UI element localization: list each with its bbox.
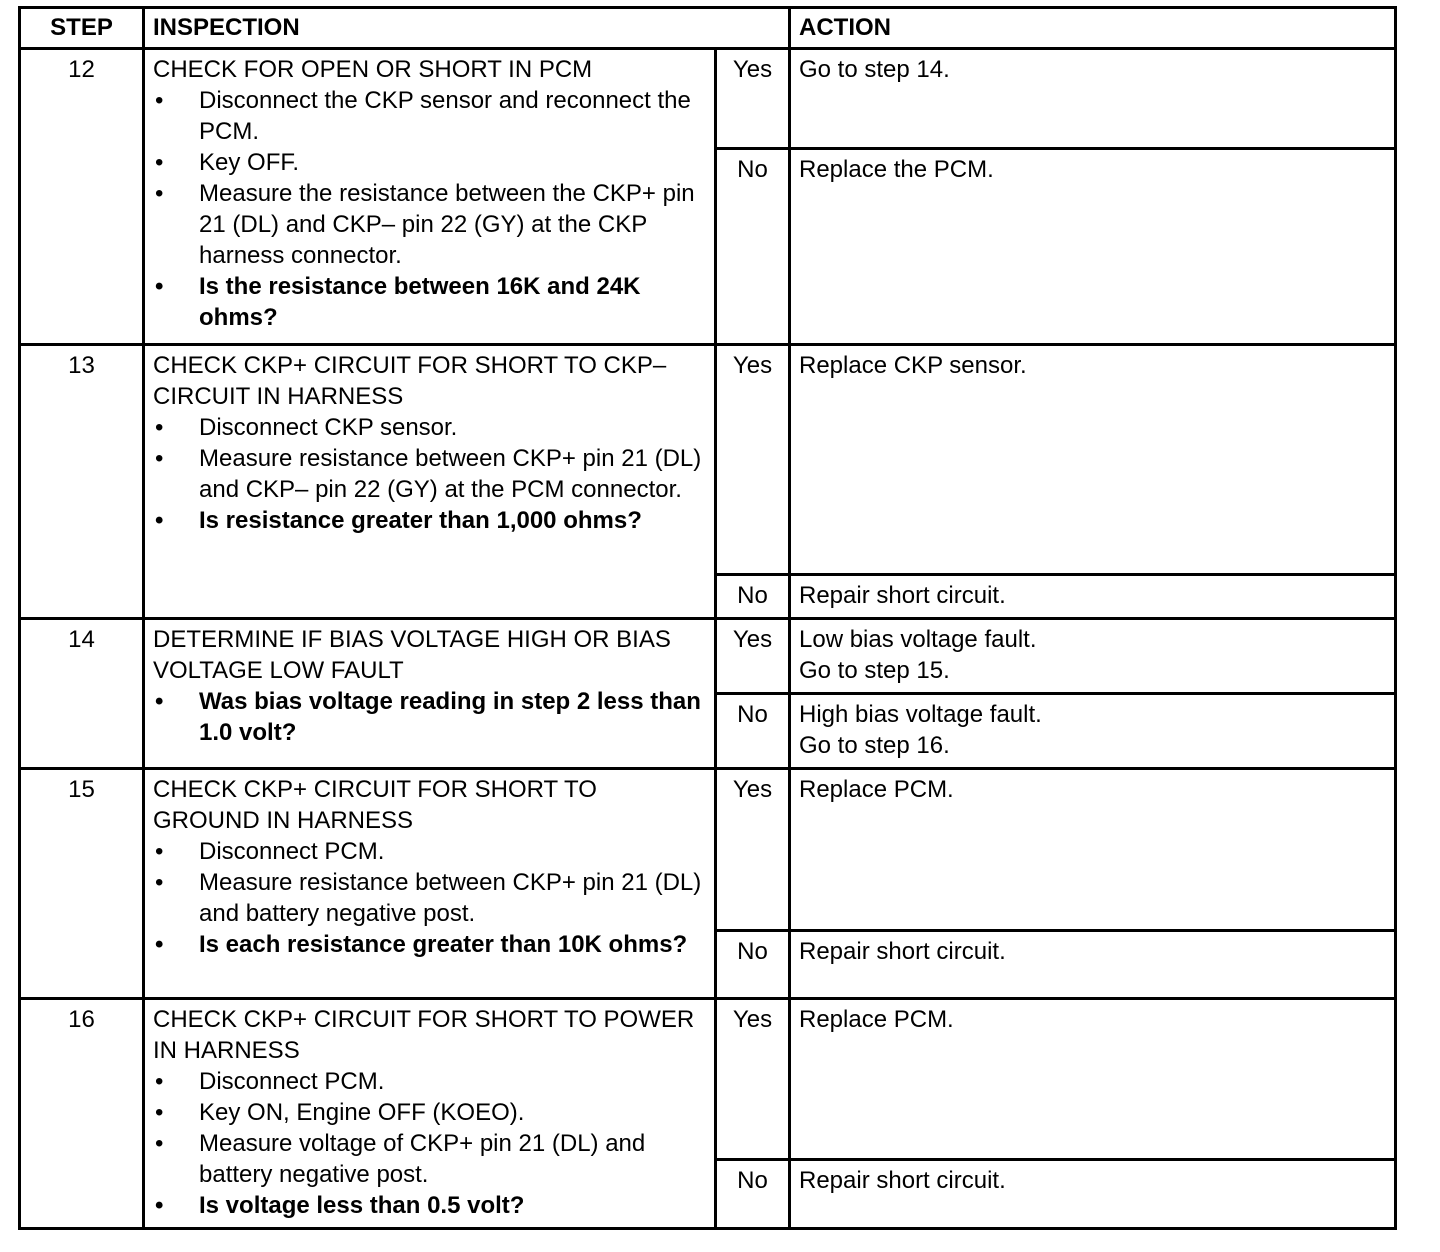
- action-text: Go to step 14.: [799, 56, 950, 83]
- action-text: Low bias voltage fault.: [799, 626, 1037, 653]
- action-text: Replace the PCM.: [799, 156, 994, 183]
- answer-no: No: [716, 1160, 790, 1229]
- inspection-steps: [153, 836, 706, 960]
- action-text: Replace CKP sensor.: [799, 352, 1027, 379]
- action-yes: [790, 345, 1396, 575]
- action-text: Go to step 16.: [799, 732, 950, 759]
- step-number: 15: [20, 769, 144, 999]
- inspection-question: • Is resistance greater than 1,000 ohms?: [153, 505, 706, 536]
- inspection-question: • Is each resistance greater than 10K ohms?: [153, 929, 706, 960]
- inspection-step: • Key ON, Engine OFF (KOEO).: [153, 1097, 706, 1128]
- diagnostic-table: [18, 6, 1397, 1230]
- action-no: [790, 694, 1396, 769]
- action-no: [790, 1160, 1396, 1229]
- header-inspection: INSPECTION: [144, 8, 790, 49]
- inspection-title: CHECK CKP+ CIRCUIT FOR SHORT TO POWER IN HARNESS: [153, 1006, 695, 1064]
- inspection-cell: [144, 769, 716, 999]
- inspection-step: • Measure resistance between CKP+ pin 21 (DL) and CKP– pin 22 (GY) at the PCM connector.: [153, 443, 706, 505]
- inspection-step: • Disconnect PCM.: [153, 836, 706, 867]
- answer-yes: Yes: [716, 345, 790, 575]
- inspection-step: • Disconnect PCM.: [153, 1066, 706, 1097]
- action-no: [790, 575, 1396, 619]
- step-number: 12: [20, 49, 144, 345]
- inspection-title: CHECK CKP+ CIRCUIT FOR SHORT TO CKP– CIRCUIT IN HARNESS: [153, 352, 667, 410]
- table-row: [20, 49, 1396, 149]
- inspection-question: • Is voltage less than 0.5 volt?: [153, 1190, 706, 1221]
- answer-no: No: [716, 694, 790, 769]
- table-row: [20, 769, 1396, 931]
- header-action: ACTION: [790, 8, 1396, 49]
- step-number: 13: [20, 345, 144, 619]
- action-yes: [790, 769, 1396, 931]
- table-body: [20, 49, 1396, 1229]
- action-text: Repair short circuit.: [799, 938, 1006, 965]
- header-step: STEP: [20, 8, 144, 49]
- answer-no: No: [716, 149, 790, 345]
- inspection-steps: [153, 412, 706, 536]
- table-row: [20, 619, 1396, 694]
- inspection-step: • Disconnect CKP sensor.: [153, 412, 706, 443]
- step-number: 16: [20, 999, 144, 1229]
- inspection-cell: [144, 999, 716, 1229]
- inspection-cell: [144, 49, 716, 345]
- action-yes: [790, 619, 1396, 694]
- answer-no: No: [716, 931, 790, 999]
- action-text: Repair short circuit.: [799, 1167, 1006, 1195]
- step-number: 14: [20, 619, 144, 769]
- action-text: Replace PCM.: [799, 1006, 954, 1033]
- inspection-title: CHECK FOR OPEN OR SHORT IN PCM: [153, 56, 593, 83]
- inspection-step: • Key OFF.: [153, 147, 706, 178]
- header-row: [20, 8, 1396, 49]
- answer-no: No: [716, 575, 790, 619]
- inspection-step: • Measure the resistance between the CKP+ pin 21 (DL) and CKP– pin 22 (GY) at the CKP harness connector.: [153, 178, 706, 271]
- action-text: Go to step 15.: [799, 657, 950, 684]
- action-no: [790, 931, 1396, 999]
- inspection-step: • Measure voltage of CKP+ pin 21 (DL) and battery negative post.: [153, 1128, 706, 1190]
- inspection-question: • Was bias voltage reading in step 2 less than 1.0 volt?: [153, 686, 706, 748]
- inspection-cell: [144, 619, 716, 769]
- action-text: Repair short circuit.: [799, 582, 1006, 609]
- answer-yes: Yes: [716, 619, 790, 694]
- inspection-title: CHECK CKP+ CIRCUIT FOR SHORT TO GROUND IN HARNESS: [153, 776, 597, 834]
- inspection-steps: [153, 85, 706, 333]
- inspection-steps: [153, 1066, 706, 1221]
- answer-yes: Yes: [716, 999, 790, 1160]
- answer-yes: Yes: [716, 769, 790, 931]
- inspection-step: • Disconnect the CKP sensor and reconnect the PCM.: [153, 85, 706, 147]
- inspection-question: • Is the resistance between 16K and 24K ohms?: [153, 271, 706, 333]
- inspection-steps: [153, 686, 706, 748]
- inspection-cell: [144, 345, 716, 619]
- action-no: [790, 149, 1396, 345]
- action-text: Replace PCM.: [799, 776, 954, 803]
- table-row: [20, 999, 1396, 1160]
- action-yes: [790, 49, 1396, 149]
- inspection-title: DETERMINE IF BIAS VOLTAGE HIGH OR BIAS VOLTAGE LOW FAULT: [153, 626, 671, 684]
- action-text: High bias voltage fault.: [799, 701, 1042, 728]
- table-row: [20, 345, 1396, 575]
- inspection-step: • Measure resistance between CKP+ pin 21 (DL) and battery negative post.: [153, 867, 706, 929]
- action-yes: [790, 999, 1396, 1160]
- answer-yes: Yes: [716, 49, 790, 149]
